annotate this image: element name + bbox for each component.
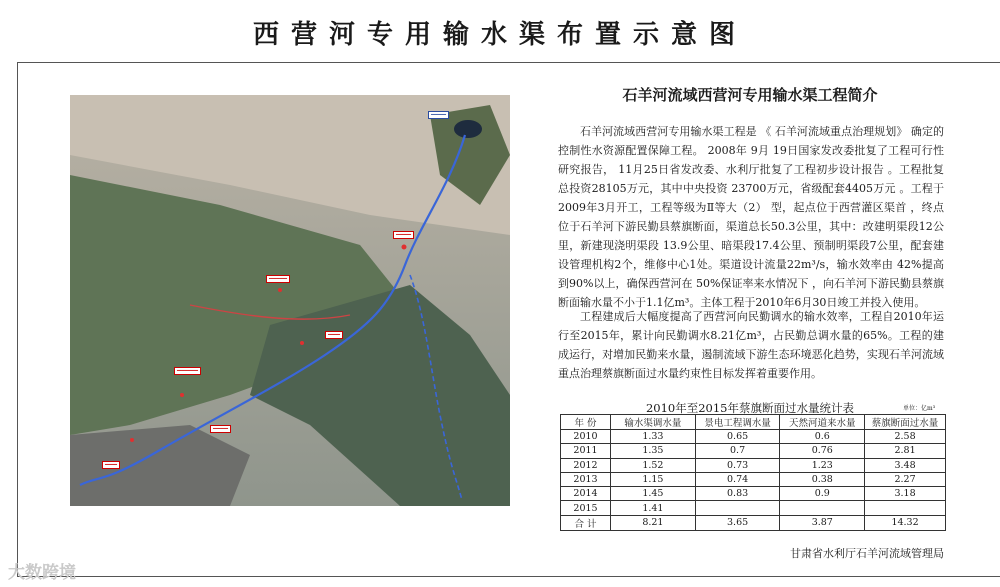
table-cell: 2012 <box>561 458 611 472</box>
table-cell: 2010 <box>561 430 611 444</box>
table-row <box>561 458 946 472</box>
table-unit: 单位：亿m³ <box>903 405 936 412</box>
table-row <box>561 444 946 458</box>
table-header-row <box>561 415 946 430</box>
table-cell <box>865 501 946 515</box>
table-cell: 1.23 <box>780 458 865 472</box>
table-cell: 1.35 <box>611 444 696 458</box>
table-cell: 1.41 <box>611 501 696 515</box>
map-callout: ━━━━━ <box>210 425 231 433</box>
table-cell: 2013 <box>561 472 611 486</box>
table-cell: 0.83 <box>695 487 780 501</box>
table-row <box>561 487 946 501</box>
watermark: 大数跨境 <box>8 563 76 583</box>
table-cell: 3.48 <box>865 458 946 472</box>
table-cell <box>780 501 865 515</box>
table-cell: 合 计 <box>561 515 611 530</box>
table-cell: 0.74 <box>695 472 780 486</box>
table-cell: 2.58 <box>865 430 946 444</box>
table-cell: 0.7 <box>695 444 780 458</box>
table-cell: 2.27 <box>865 472 946 486</box>
table-cell: 2.81 <box>865 444 946 458</box>
map-callout: ━━━━━━ <box>266 275 290 283</box>
table-cell: 2015 <box>561 501 611 515</box>
table-cell: 0.6 <box>780 430 865 444</box>
table-cell: 2014 <box>561 487 611 501</box>
table-title: 2010年至2015年蔡旗断面过水量统计表 <box>645 401 855 415</box>
intro-heading: 石羊河流域西营河专用输水渠工程简介 <box>622 86 878 104</box>
intro-paragraph-2: 工程建成后大幅度提高了西营河向民勤调水的输水效率，工程自2010年运行至2015年，累计向民勤调水8.21亿m³，占民勤总调水量的65%。工程的建成运行，对增加民勤来水量，遏制流域下游生态环境恶化趋势，实现石羊河流域重点治理蔡旗断面过水量约束性目标发挥着重要作用。 <box>558 310 944 380</box>
table-row <box>561 501 946 515</box>
map-callout: ━━━━━━━ <box>174 367 201 375</box>
table-cell: 0.38 <box>780 472 865 486</box>
table-row <box>561 430 946 444</box>
table-cell: 14.32 <box>865 515 946 530</box>
table-cell: 3.87 <box>780 515 865 530</box>
table-cell: 1.33 <box>611 430 696 444</box>
intro-paragraph-1: 石羊河流域西营河专用输水渠工程是 《 石羊河流域重点治理规划》 确定的控制性水资源配置保障工程。 2008年 9月 19日国家发改委批复了工程可行性研究报告， 11月25日省发改委、水利厅批复了工程初步设计报告 。工程批复总投资28105万元，其中中央投资 23700万元，省级配套4405万元 。工程于2009年3月开工，工程等级为Ⅱ等大（2） 型，起点位于西营灌区渠首 ，终点位于石羊河下游民勤县蔡旗断面，渠道总长50.3公里，其中：改建明渠段12公里，新建现浇明渠段 13.9公里、暗渠段17.4公里、预制明渠段7公里，配套建设管理机构2个，维修中心1处。渠道设计流量22m³/s，输水效率由 42%提高到90%以上，确保西营河在 50%保证率来水情况下 ，向石羊河下游民勤县蔡旗断面输水量不小于1.1亿m³。主体工程于2010年6月30日竣工并投入使用。 <box>558 125 944 309</box>
table-cell: 8.21 <box>611 515 696 530</box>
table-cell: 0.76 <box>780 444 865 458</box>
header-cell: 输水渠调水量 <box>611 415 696 430</box>
page-title: 西营河专用输水渠布置示意图 <box>252 20 747 50</box>
map-callout: ━━━━ <box>102 461 120 469</box>
table-cell: 0.73 <box>695 458 780 472</box>
header-cell: 景电工程调水量 <box>695 415 780 430</box>
table-cell: 0.65 <box>695 430 780 444</box>
table-cell <box>695 501 780 515</box>
map-callout: ━━━━━ <box>428 111 449 119</box>
table-cell: 3.18 <box>865 487 946 501</box>
header-cell: 年 份 <box>561 415 611 430</box>
header-cell: 蔡旗断面过水量 <box>865 415 946 430</box>
table-cell: 1.15 <box>611 472 696 486</box>
table-total-row <box>561 515 946 530</box>
table-cell: 3.65 <box>695 515 780 530</box>
footer-organization: 甘肃省水利厅石羊河流域管理局 <box>790 547 944 560</box>
table-cell: 2011 <box>561 444 611 458</box>
table-cell: 1.45 <box>611 487 696 501</box>
map-callout: ━━━━━ <box>393 231 414 239</box>
table-cell: 0.9 <box>780 487 865 501</box>
satellite-map <box>70 95 510 506</box>
table-cell: 1.52 <box>611 458 696 472</box>
table-row <box>561 472 946 486</box>
map-graphic <box>70 95 510 506</box>
water-volume-table <box>560 414 946 531</box>
header-cell: 天然河道来水量 <box>780 415 865 430</box>
map-callout: ━━━━ <box>325 331 343 339</box>
